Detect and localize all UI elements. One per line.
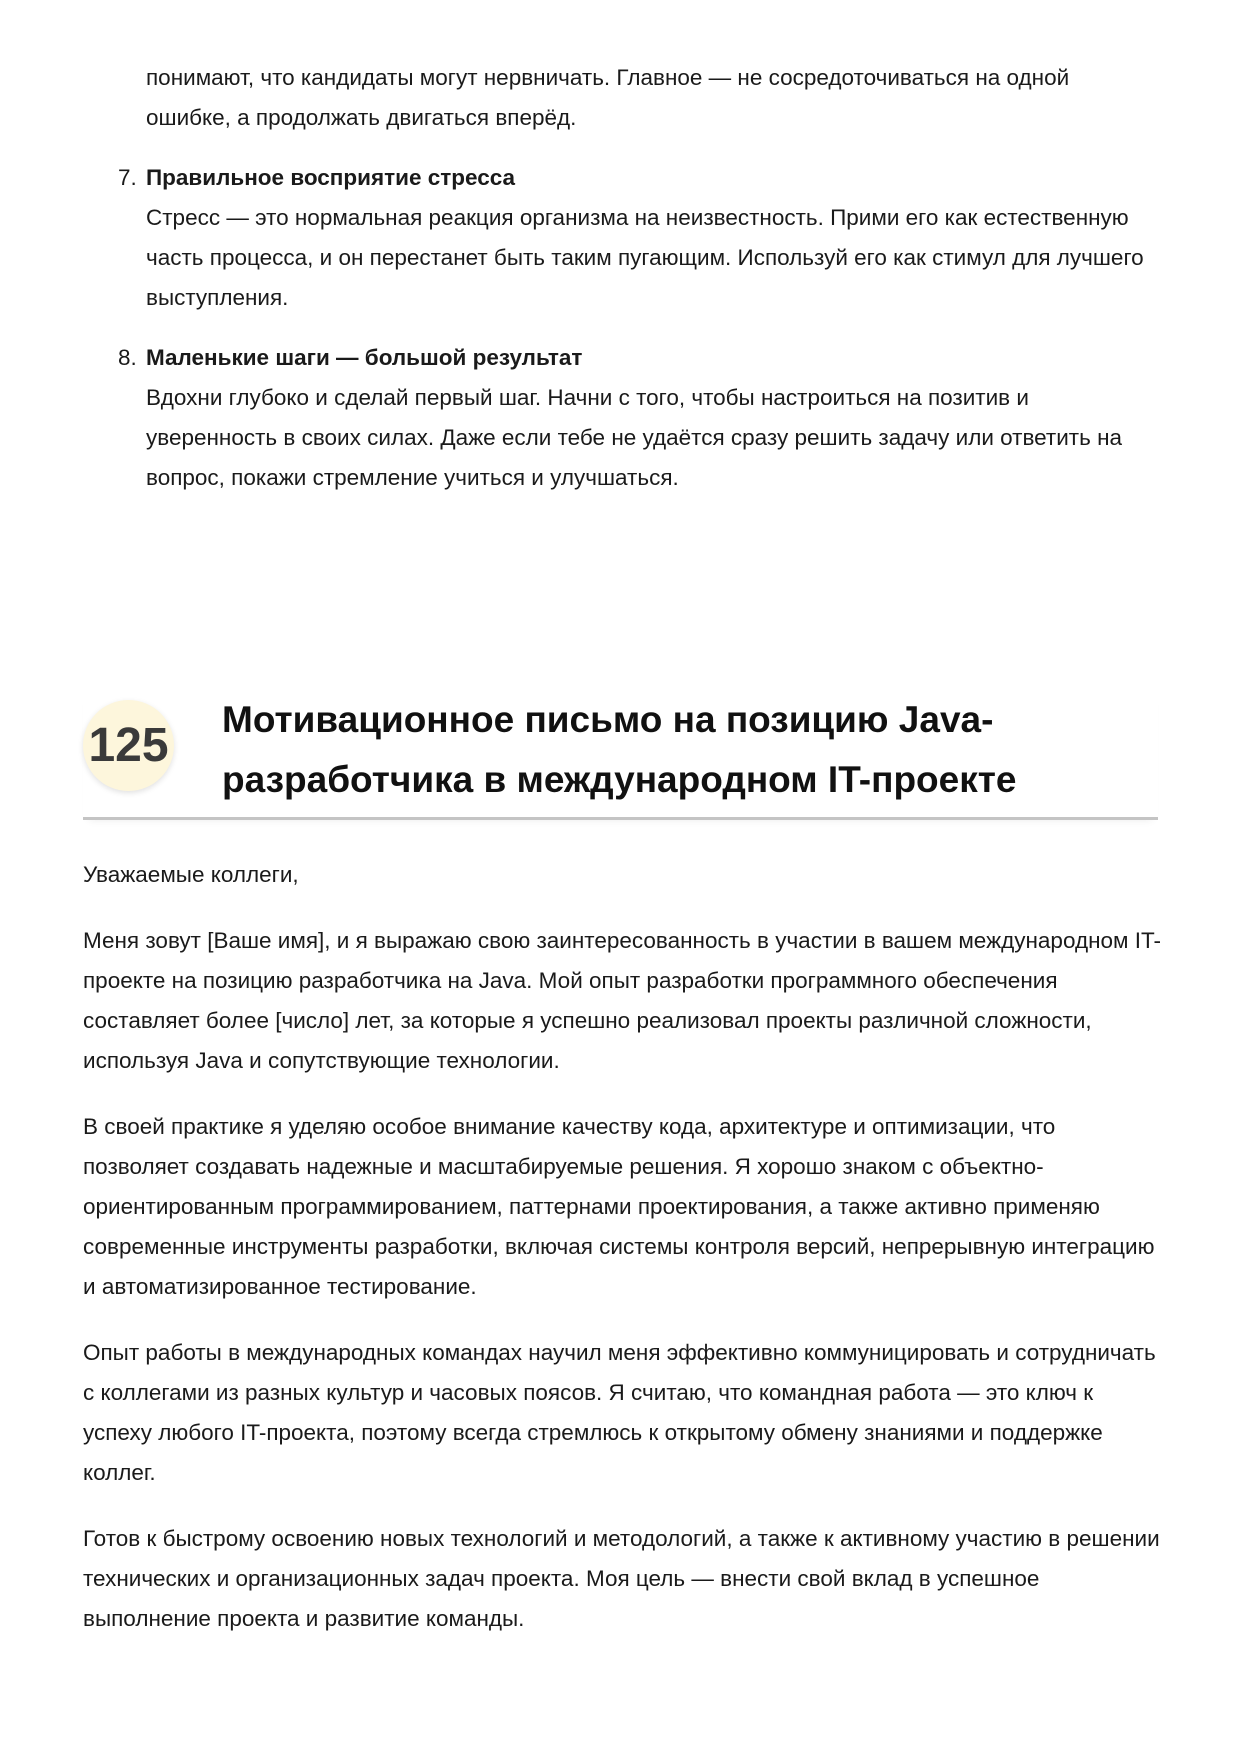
list-item: [118, 338, 1158, 498]
list-item-text: Вдохни глубоко и сделай первый шаг. Начни с того, чтобы настроиться на позитив и уверенность в своих силах. Даже если тебе не удаётся сразу решить задачу или ответить на вопрос, покажи стремление учиться и улучшаться.: [146, 385, 1123, 490]
list-item-number: 8.: [118, 345, 137, 370]
letter-paragraph: Готов к быстрому освоению новых технологий и методологий, а также к активному участию в решении технических и организационных задач проекта. Моя цель — внести свой вклад в успешное выполнение проекта и развитие команды.: [83, 1526, 1160, 1631]
chapter-header: [83, 690, 1158, 820]
letter-greeting: Уважаемые коллеги,: [83, 862, 299, 887]
list-continuation-text: понимают, что кандидаты могут нервничать. Главное — не сосредоточиваться на одной ошибке, а продолжать двигаться вперёд.: [146, 65, 1070, 130]
letter-paragraph: В своей практике я уделяю особое внимание качеству кода, архитектуре и оптимизации, что позволяет создавать надежные и масштабируемые решения. Я хорошо знаком с объектно-ориентированным программированием, паттернами проектирования, а также активно применяю современные инструменты разработки, включая системы контроля версий, непрерывную интеграцию и автоматизированное тестирование.: [83, 1114, 1155, 1299]
chapter-number-badge: 125: [83, 700, 174, 791]
list-item: [118, 158, 1158, 318]
letter-paragraph: Опыт работы в международных командах научил меня эффективно коммуницировать и сотрудничать с коллегами из разных культур и часовых поясов. Я считаю, что командная работа — это ключ к успеху любого IT-проекта, поэтому всегда стремлюсь к открытому обмену знаниями и поддержке коллег.: [83, 1340, 1156, 1485]
list-item-title: Маленькие шаги — большой результат: [146, 345, 583, 370]
list-item-text: Стресс — это нормальная реакция организма на неизвестность. Прими его как естественную часть процесса, и он перестанет быть таким пугающим. Используй его как стимул для лучшего выступления.: [146, 205, 1144, 310]
chapter-title: Мотивационное письмо на позицию Java-разработчика в международном IT-проекте: [222, 699, 1017, 800]
list-item-title: Правильное восприятие стресса: [146, 165, 516, 190]
list-item-number: 7.: [118, 165, 137, 190]
list-item-body: [146, 158, 1158, 318]
tips-list: [118, 58, 1158, 498]
letter-paragraph: Меня зовут [Ваше имя], и я выражаю свою заинтересованность в участии в вашем международном IT-проекте на позицию разработчика на Java. Мой опыт разработки программного обеспечения составляет более [число] лет, за которые я успешно реализовал проекты различной сложности, используя Java и сопутствующие технологии.: [83, 928, 1162, 1073]
list-item-body: [146, 338, 1158, 498]
letter-body: [83, 855, 1163, 1665]
